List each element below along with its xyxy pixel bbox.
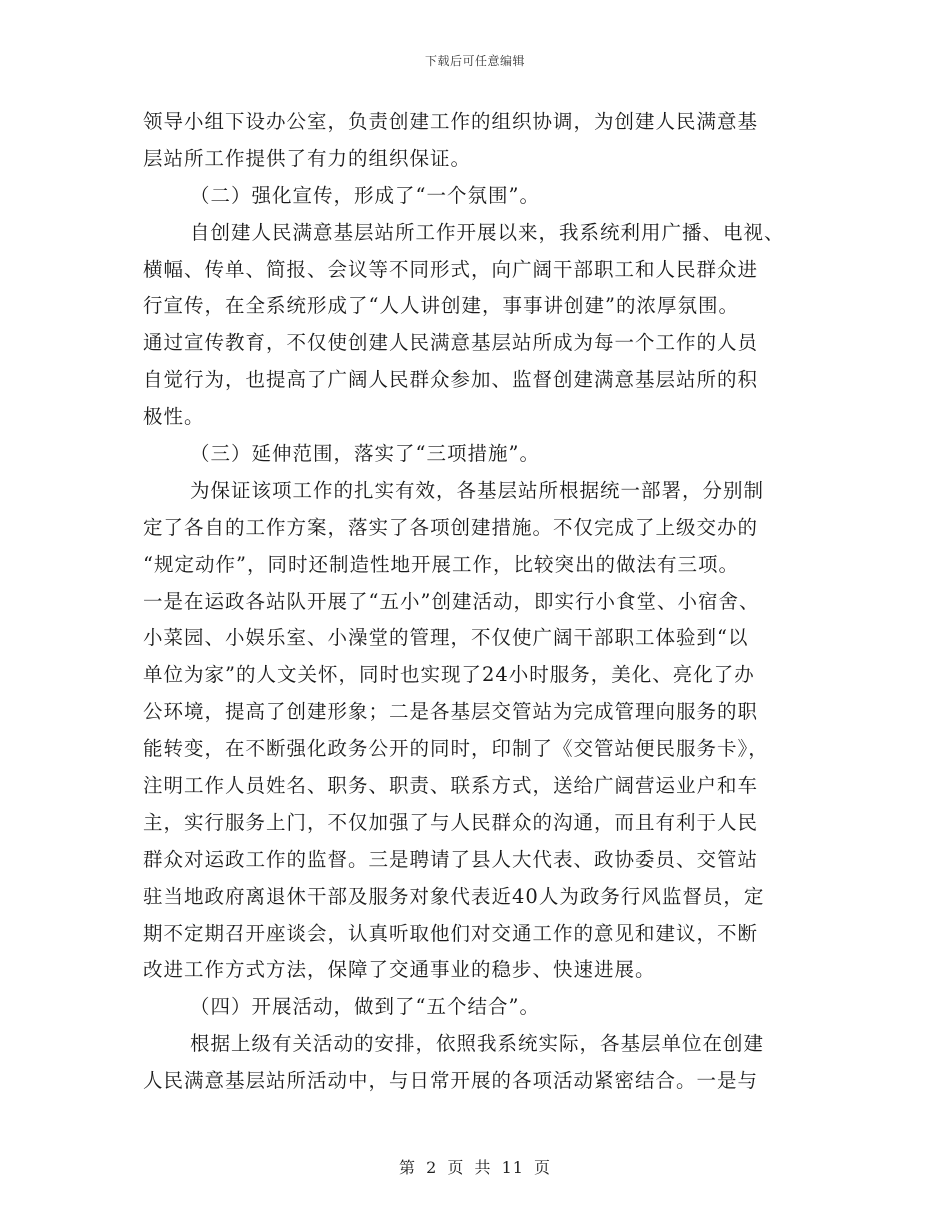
body-line: 人民满意基层站所活动中，与日常开展的各项活动紧密结合。一是与	[143, 1069, 759, 1093]
section-heading: （三）延伸范围，落实了“三项措施”。	[190, 442, 540, 466]
page-label-mid1: 页	[447, 1158, 465, 1177]
body-line: 小菜园、小娱乐室、小澡堂的管理，不仅使广阔干部职工体验到“以	[143, 626, 749, 650]
page-label-suffix: 页	[534, 1158, 552, 1177]
body-line: 注明工作人员姓名、职务、职责、联系方式，送给广阔营运业户和车	[143, 774, 759, 798]
body-line: “规定动作”，同时还制造性地开展工作，比较突出的做法有三项。	[143, 552, 739, 576]
body-line: 期不定期召开座谈会，认真听取他们对交通工作的意见和建议，不断	[143, 921, 759, 945]
page-number: 2	[426, 1158, 438, 1177]
page-header: 下载后可任意编辑	[424, 54, 525, 68]
body-line: 极性。	[143, 405, 205, 429]
body-line: 公环境，提高了创建形象；二是各基层交管站为完成管理向服务的职	[143, 700, 759, 724]
body-line: 单位为家”的人文关怀，同时也实现了24小时服务，美化、亮化了办	[143, 663, 755, 687]
body-line: 根据上级有关活动的安排，依照我系统实际，各基层单位在创建	[190, 1032, 765, 1056]
body-line: 行宣传，在全系统形成了“人人讲创建，事事讲创建”的浓厚氛围。	[143, 294, 739, 318]
body-line: 一是在运政各站队开展了“五小”创建活动，即实行小食堂、小宿舍、	[143, 589, 760, 613]
body-line: 横幅、传单、简报、会议等不同形式，向广阔干部职工和人民群众进	[143, 257, 759, 281]
body-line: 自创建人民满意基层站所工作开展以来，我系统利用广播、电视、	[190, 220, 785, 244]
body-line: 为保证该项工作的扎实有效，各基层站所根据统一部署，分别制	[190, 478, 765, 502]
body-line: 驻当地政府离退休干部及服务对象代表近40人为政务行风监督员，定	[143, 884, 765, 908]
body-line: 通过宣传教育，不仅使创建人民满意基层站所成为每一个工作的人员	[143, 331, 759, 355]
body-line: 改进工作方式方法，保障了交通事业的稳步、快速进展。	[143, 958, 656, 982]
page-footer	[0, 1155, 950, 1178]
body-line: 主，实行服务上门，不仅加强了与人民群众的沟通，而且有利于人民	[143, 810, 759, 834]
body-line: 能转变，在不断强化政务公开的同时，印制了《交管站便民服务卡》，	[143, 737, 769, 761]
section-heading: （二）强化宣传，形成了“一个氛围”。	[190, 183, 540, 207]
page-label-prefix: 第	[398, 1158, 416, 1177]
body-line: 层站所工作提供了有力的组织保证。	[143, 146, 472, 170]
body-line: 定了各自的工作方案，落实了各项创建措施。不仅完成了上级交办的	[143, 515, 759, 539]
body-line: 群众对运政工作的监督。三是聘请了县人大代表、政协委员、交管站	[143, 847, 759, 871]
section-heading: （四）开展活动，做到了“五个结合”。	[190, 995, 540, 1019]
total-pages: 11	[501, 1158, 524, 1177]
page-label-mid2: 共	[474, 1158, 492, 1177]
document-body	[143, 104, 807, 1100]
body-line: 自觉行为，也提高了广阔人民群众参加、监督创建满意基层站所的积	[143, 368, 759, 392]
body-line: 领导小组下设办公室，负责创建工作的组织协调，为创建人民满意基	[143, 110, 759, 133]
